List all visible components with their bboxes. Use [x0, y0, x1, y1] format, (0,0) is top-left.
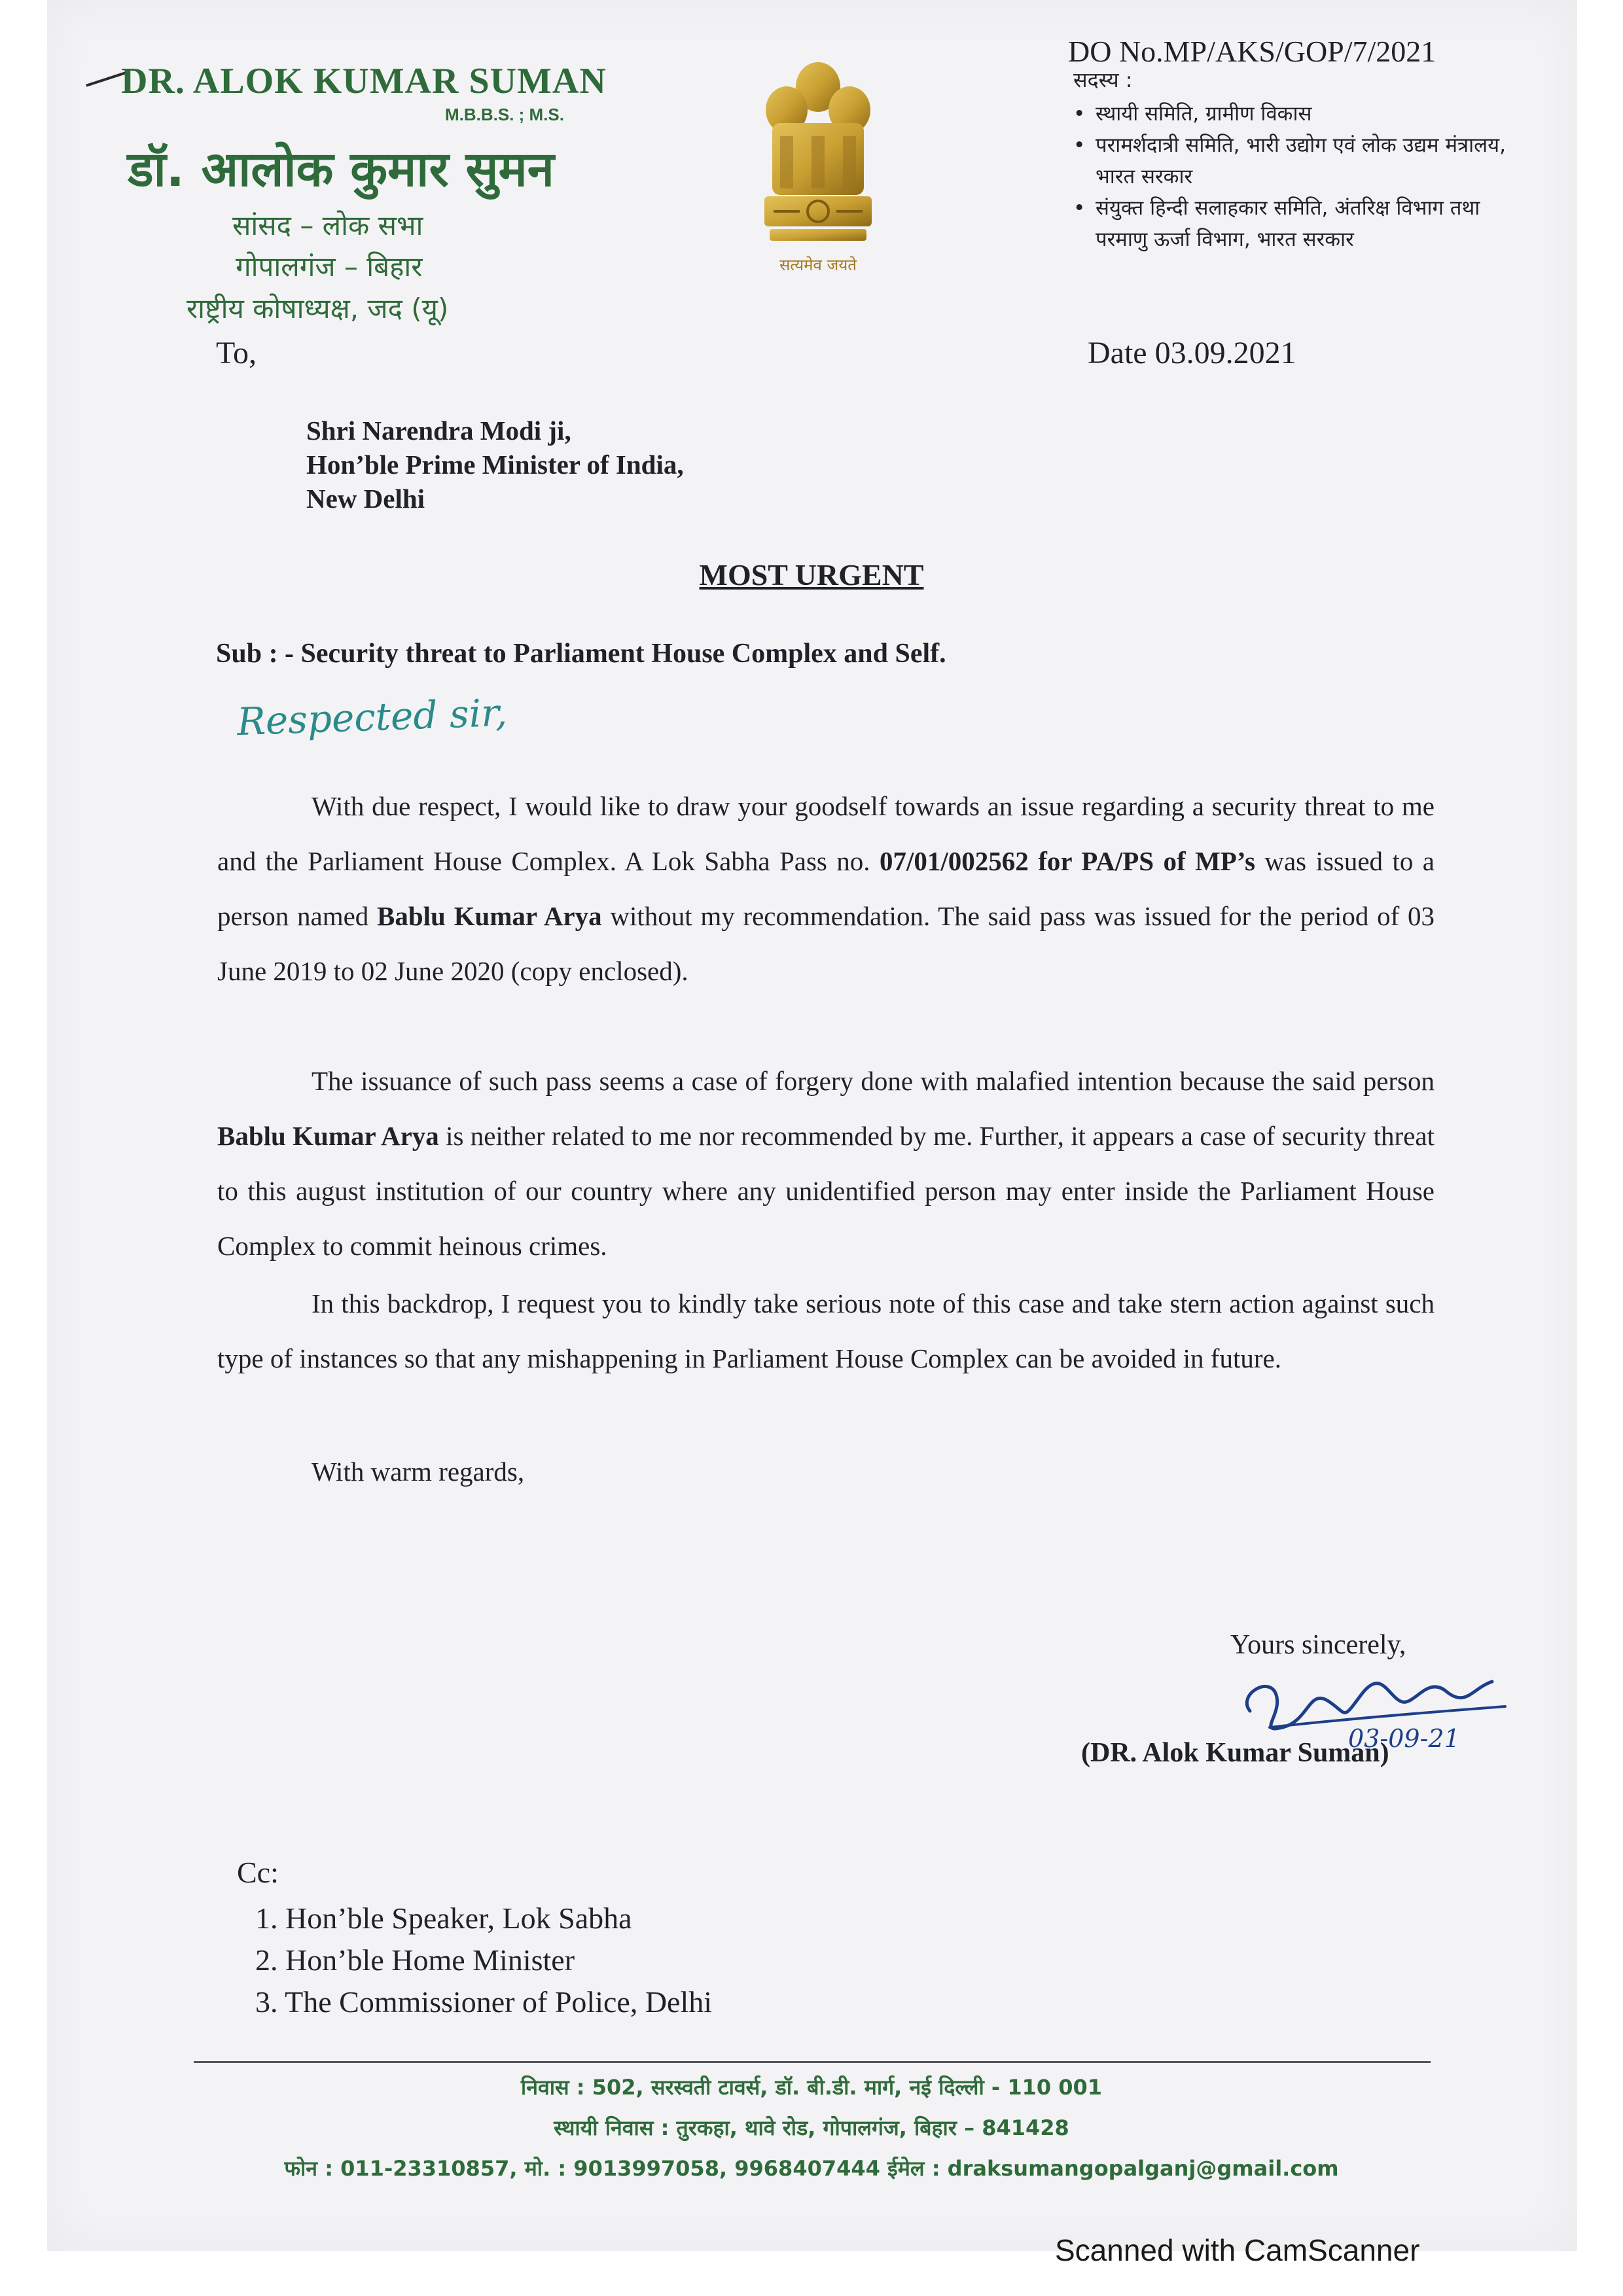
body-paragraph-1: With due respect, I would like to draw your goodself towards an issue regarding a security threat to me and the Parliament House Complex. A Lok Sabha Pass no. 07/01/002562 for PA/PS of MP’s was issued to a person named Bablu Kumar Arya without my recommendation. The said pass was issued for the period of 03 June 2019 to 02 June 2020 (copy enclosed).	[217, 791, 1435, 986]
addressee-city: New Delhi	[306, 484, 425, 514]
to-label: To,	[216, 336, 257, 370]
emblem-motto: सत्यमेव जयते	[779, 256, 857, 274]
addressee-name: Shri Narendra Modi ji,	[306, 415, 571, 446]
cc-item: 2. Hon’ble Home Minister	[255, 1943, 575, 1977]
scanner-watermark: Scanned with CamScanner	[1055, 2233, 1420, 2267]
body-paragraph-2: The issuance of such pass seems a case of forgery done with malafied intention because the said person Bablu Kumar Arya is neither related to me nor recommended by me. Further, it appears a case of security threat to this august institution of our country where any unidentified person may enter inside the Parliament House Complex to commit heinous crimes.	[217, 1066, 1435, 1261]
addressee-block	[306, 414, 684, 516]
closing-line: With warm regards,	[312, 1457, 525, 1487]
signer-name: (DR. Alok Kumar Suman)	[1081, 1738, 1389, 1768]
cc-list	[255, 1898, 712, 2023]
footer-permanent-address: स्थायी निवास : तुरकहा, थावे रोड, गोपालगंज, बिहार – 841428	[554, 2115, 1069, 2140]
person-name: Bablu Kumar Arya	[217, 1121, 439, 1151]
footer-contact: फोन : 011-23310857, मो. : 9013997058, 9968407444 ईमेल : draksumangopalganj@gmail.com	[284, 2156, 1339, 2181]
footer-divider	[194, 2061, 1431, 2063]
cc-item: 1. Hon’ble Speaker, Lok Sabha	[255, 1901, 632, 1935]
letterhead-name-english: DR. ALOK KUMAR SUMAN	[121, 61, 607, 101]
yours-sincerely: Yours sincerely,	[1230, 1630, 1406, 1660]
committee-item: • स्थायी समिति, ग्रामीण विकास	[1073, 98, 1518, 130]
person-name: Bablu Kumar Arya	[377, 901, 602, 931]
letterhead-constituency: गोपालगंज – बिहार	[236, 251, 423, 283]
urgency-heading: MOST URGENT	[699, 558, 924, 592]
state-emblem-icon	[746, 51, 890, 287]
subject-line: Sub : - Security threat to Parliament House Complex and Self.	[216, 639, 946, 669]
letterhead-qualifications: M.B.B.S. ; M.S.	[445, 105, 564, 124]
letterhead-designation: सांसद – लोक सभा	[232, 209, 423, 241]
letterhead-name-hindi: डॉ. आलोक कुमार सुमन	[128, 141, 554, 198]
body-paragraph-3: In this backdrop, I request you to kindly take serious note of this case and take stern action against such type of instances so that any mishappening in Parliament House Complex can be avoided in future.	[217, 1288, 1435, 1373]
cc-label: Cc:	[237, 1856, 279, 1889]
cc-item: 3. The Commissioner of Police, Delhi	[255, 1985, 713, 2019]
handwritten-salutation: Respected sir,	[236, 690, 508, 745]
do-number: DO No.MP/AKS/GOP/7/2021	[1068, 35, 1436, 68]
letter-date: Date 03.09.2021	[1088, 336, 1296, 370]
addressee-title: Hon’ble Prime Minister of India,	[306, 450, 684, 480]
signature-date: 03-09-21	[1348, 1724, 1460, 1753]
committee-item: • संयुक्त हिन्दी सलाहकार समिति, अंतरिक्ष विभाग तथा परमाणु ऊर्जा विभाग, भारत सरकार	[1073, 192, 1518, 255]
committee-item: • परामर्शदात्री समिति, भारी उद्योग एवं लोक उद्यम मंत्रालय, भारत सरकार	[1073, 130, 1518, 192]
pass-number: 07/01/002562 for PA/PS of MP’s	[880, 846, 1255, 876]
footer-residence: निवास : 502, सरस्वती टावर्स, डॉ. बी.डी. मार्ग, नई दिल्ली - 110 001	[520, 2075, 1103, 2100]
committee-list	[1073, 98, 1518, 255]
member-label: सदस्य :	[1073, 67, 1133, 92]
letterhead-party-role: राष्ट्रीय कोषाध्यक्ष, जद (यू)	[187, 292, 449, 325]
